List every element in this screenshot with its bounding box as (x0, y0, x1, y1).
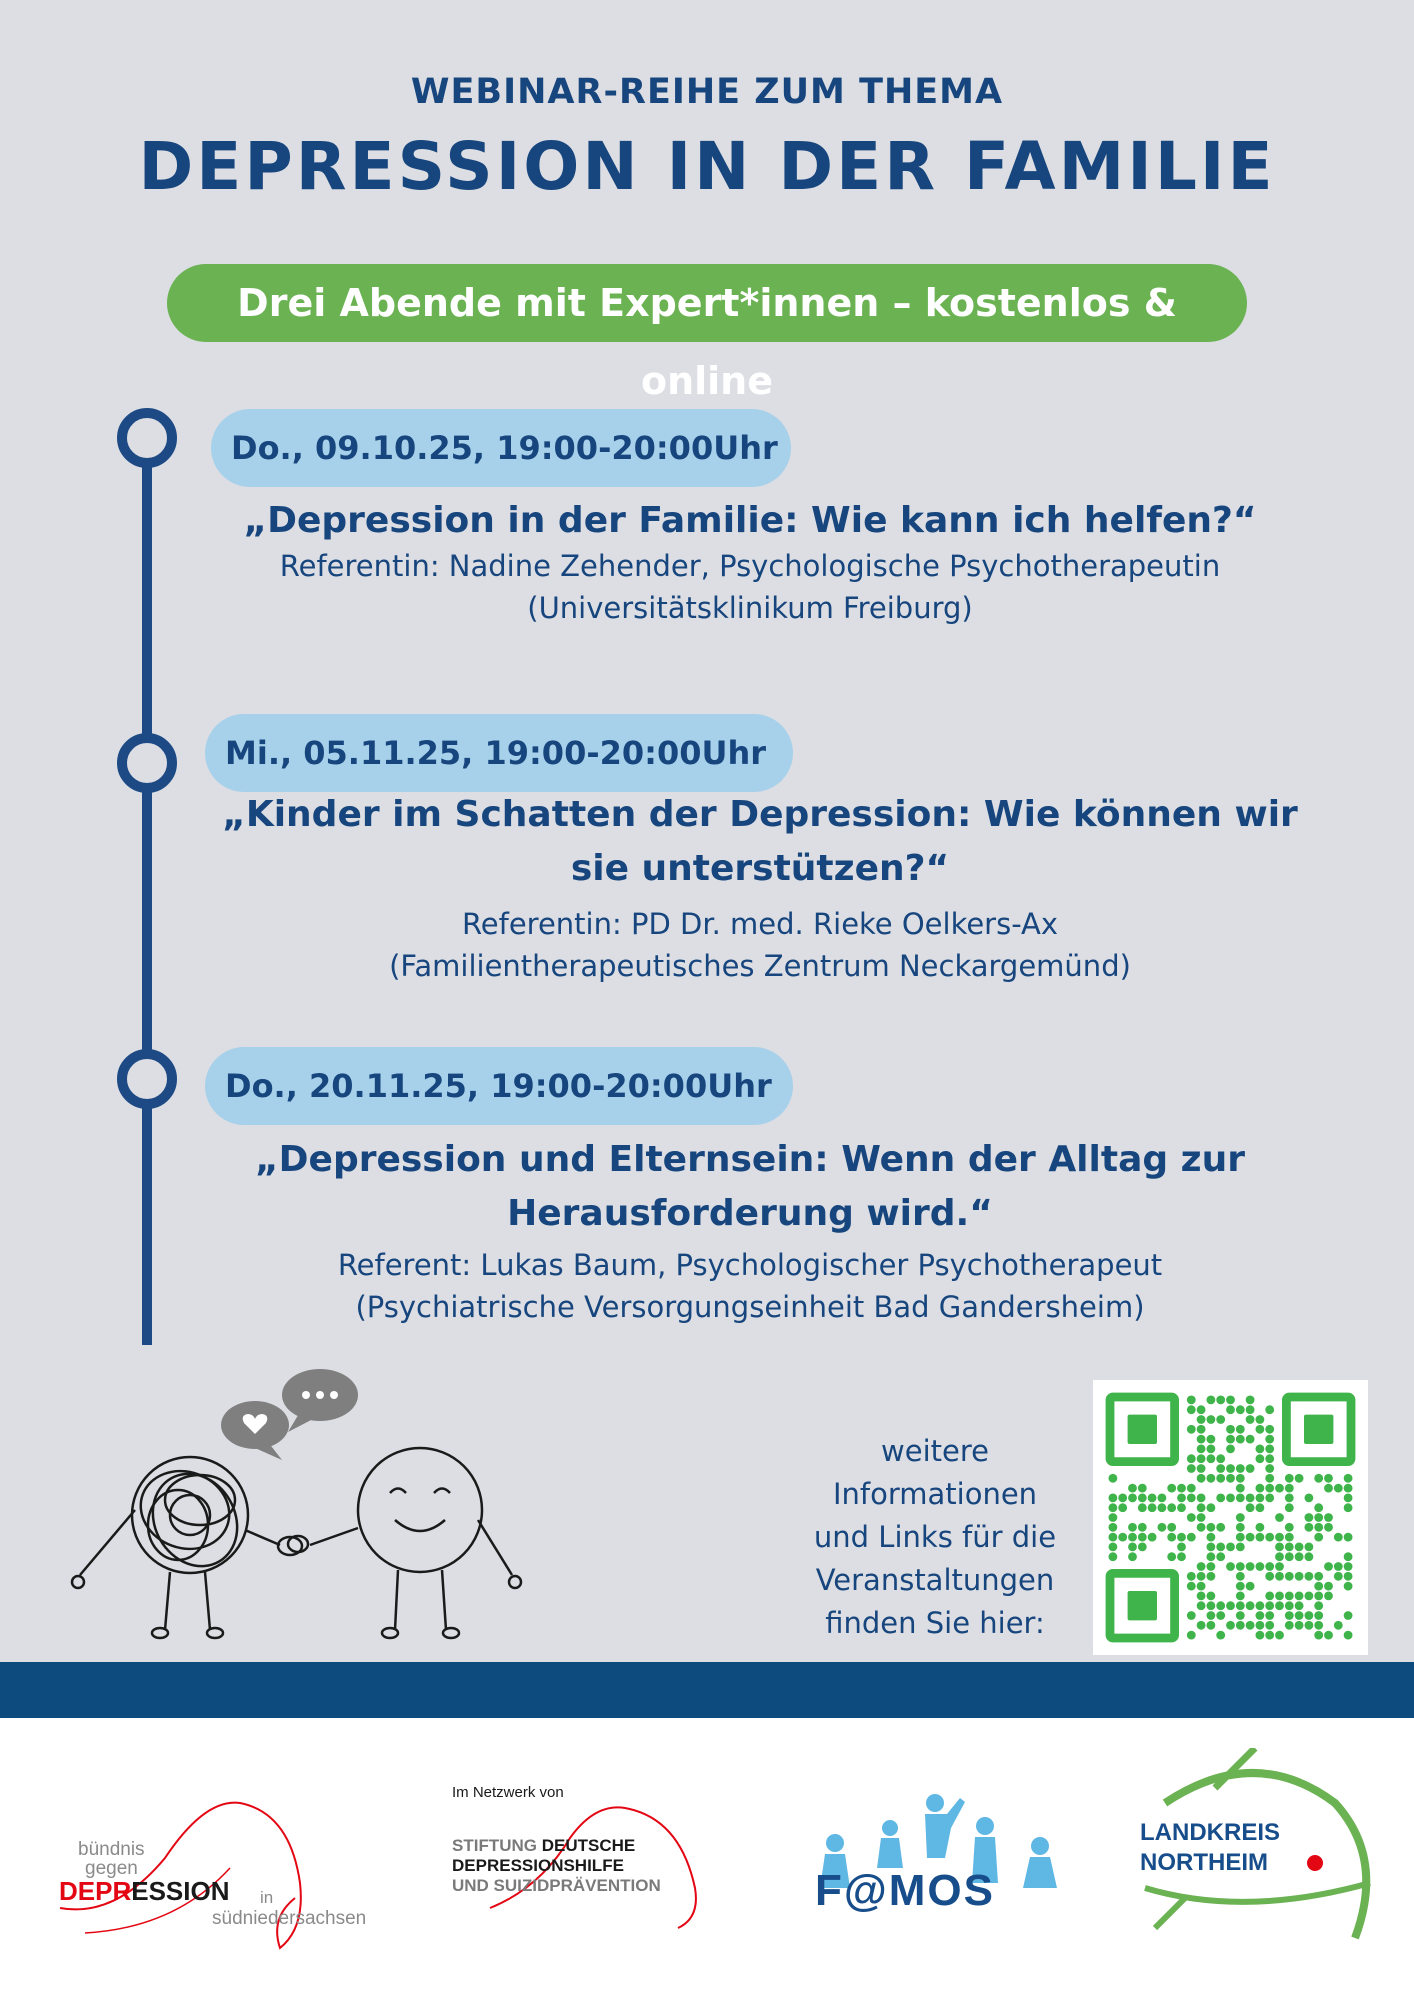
event-3-title (180, 1133, 1320, 1241)
logo-famos[interactable] (795, 1788, 1075, 1928)
illustration-two-figures (50, 1360, 550, 1670)
event-1-speaker: Referentin: Nadine Zehender, Psychologische Psychotherapeutin (279, 549, 1221, 583)
logo1-region: südniedersachsen (212, 1908, 367, 1929)
event-1-date: Do., 09.10.25, 19:00-20:00Uhr (211, 409, 791, 487)
logo2-line1 (452, 1836, 635, 1856)
timeline-dot-2 (117, 733, 177, 793)
info-line: und Links für die (813, 1520, 1057, 1554)
info-line: finden Sie hier: (825, 1606, 1045, 1640)
logo2-line1b: DEUTSCHE (541, 1836, 636, 1855)
qr-code-icon (1093, 1380, 1368, 1655)
logo2-intro: Im Netzwerk von (452, 1784, 564, 1801)
smiling-figure-icon (310, 1448, 521, 1638)
handshake-icon (278, 1536, 308, 1555)
event-2-affiliation: (Familientherapeutisches Zentrum Neckargemünd) (389, 949, 1131, 983)
event-2-date: Mi., 05.11.25, 19:00-20:00Uhr (205, 714, 793, 792)
event-3-title-line-2: Herausforderung wird.“ (507, 1193, 993, 1234)
speech-bubble-icon (282, 1369, 358, 1432)
logo3-text: F@MOS (815, 1866, 996, 1915)
logo1-line2: gegen (85, 1858, 138, 1879)
tangled-figure-icon (72, 1457, 280, 1638)
logo1-word: DEPRESSION (59, 1876, 230, 1906)
event-3-title-line-1: „Depression und Elternsein: Wenn der Alltag zur (254, 1139, 1246, 1180)
timeline-dot-3 (117, 1049, 177, 1109)
logo-buendnis-gegen-depression[interactable] (55, 1758, 395, 1958)
event-2-title (180, 788, 1340, 896)
info-text (790, 1430, 1080, 1645)
subtitle-pill: Drei Abende mit Expert*innen – kostenlos & online (167, 264, 1247, 342)
heart-bubble-icon (221, 1401, 289, 1460)
event-3-date: Do., 20.11.25, 19:00-20:00Uhr (205, 1047, 793, 1125)
logo2-line1a: STIFTUNG (452, 1836, 537, 1855)
timeline-dot-1 (117, 408, 177, 468)
logo-landkreis-northeim[interactable] (1125, 1748, 1380, 1948)
event-3-speaker: Referent: Lukas Baum, Psychologischer Psychotherapeut (337, 1248, 1163, 1282)
event-2-speaker: Referentin: PD Dr. med. Rieke Oelkers-Ax (461, 907, 1059, 941)
logo2-line2: DEPRESSIONSHILFE (452, 1856, 624, 1875)
info-line: weitere (881, 1434, 989, 1468)
event-1-title-line: „Depression in der Familie: Wie kann ich helfen?“ (243, 500, 1257, 541)
qr-code[interactable] (1093, 1380, 1368, 1655)
event-2-title-line-2: sie unterstützen?“ (570, 848, 950, 889)
logo-stiftung-deutsche-depressionshilfe[interactable] (450, 1778, 740, 1938)
logo4-line1: LANDKREIS (1140, 1819, 1281, 1846)
info-line: Veranstaltungen (815, 1563, 1055, 1597)
footer-band (0, 1662, 1414, 1718)
event-3-affiliation: (Psychiatrische Versorgungseinheit Bad Gandersheim) (355, 1290, 1145, 1324)
logo2-line3: UND SUIZIDPRÄVENTION (452, 1876, 661, 1895)
event-1-affiliation: (Universitätsklinikum Freiburg) (527, 591, 973, 625)
timeline-line (142, 430, 152, 1345)
supertitle: WEBINAR-REIHE ZUM THEMA (410, 72, 1004, 112)
logo1-line1: bündnis (78, 1839, 145, 1860)
page-title: DEPRESSION IN DER FAMILIE (138, 128, 1276, 205)
logo4-line2: NORTHEIM (1140, 1849, 1268, 1876)
logo1-suffix: in (260, 1888, 274, 1907)
event-1-title (180, 494, 1320, 548)
event-2-title-line-1: „Kinder im Schatten der Depression: Wie können wir (222, 794, 1298, 835)
footer (0, 1718, 1414, 2000)
info-line: Informationen (832, 1477, 1038, 1511)
